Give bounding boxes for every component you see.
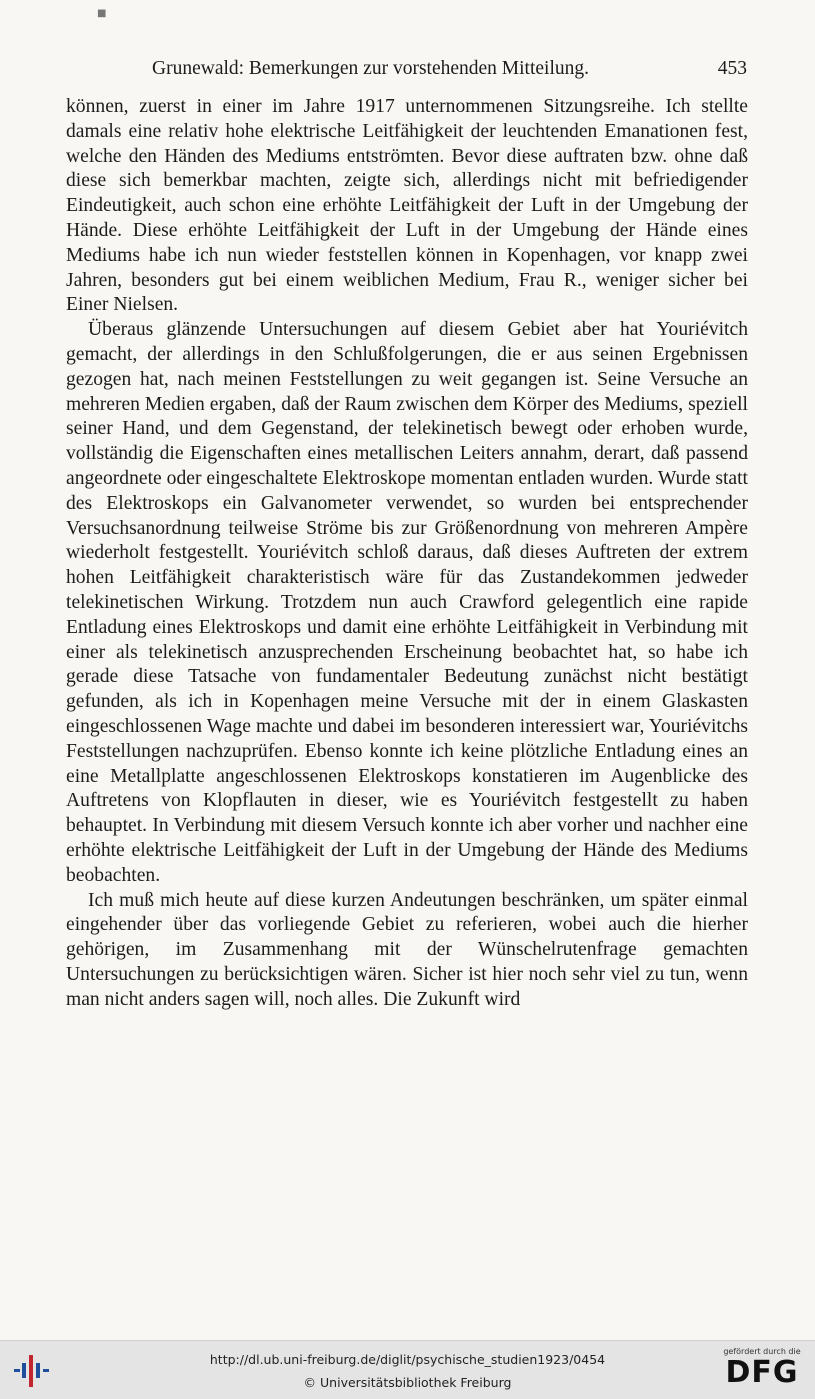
paragraph-2: Überaus glänzende Untersuchungen auf diesem Gebiet aber hat Youriévitch gemacht, der allerdings in den Schlußfolgerungen, die er aus seinen Ergebnissen gezogen hat, nach meinen Feststellungen zu weit gegangen ist. Seine Versuche an mehreren Medien ergaben, daß der Raum zwischen dem Körper des Mediums, speziell seiner Hand, und dem Gegenstand, der telekinetisch bewegt oder erhoben wurde, vollständig die Eigenschaften eines metallischen Leiters annahm, derart, daß passend angeordnete oder eingeschaltete Elektroskope momentan entladen wurden. Wurde statt des Elektroskops ein Galvanometer verwendet, so wurden bei entsprechender Versuchsanordnung teilweise Ströme bis zur Größenordnung von mehreren Ampère wiederholt festgestellt. Youriévitch schloß daraus, daß dieses Auftreten der extrem hohen Leitfähigkeit charakteristisch wäre für das Zustandekommen jedweder telekinetischen Wirkung. Trotzdem nun auch Crawford gelegentlich eine rapide Entladung eines Elektroskops und damit eine erhöhte Leitfähigkeit in Verbindung mit einer als telekinetisch anzusprechenden Erscheinung beobachtet hat, so habe ich gerade diese Tatsache von fundamentaler Bedeutung zunächst nicht bestätigt gefunden, als ich in Kopenhagen meine Versuche mit der in einem Glaskasten eingeschlossenen Wage machte und dabei im besonderen interessiert war, Youriévitchs Feststellungen nachzuprüfen. Ebenso konnte ich keine plötzliche Entladung eines an eine Metallplatte angeschlossenen Elektroskops konstatieren im Augenblicke des Auftretens von Klopflauten in dieser, wie es Youriévitch festgestellt zu haben behauptet. In Verbindung mit diesem Versuch konnte ich aber vorher und nachher eine erhöhte elektrische Leitfähigkeit der Luft in der Umgebung der Hände des Mediums beobachten. (66, 319, 748, 886)
permalink-url[interactable]: http://dl.ub.uni-freiburg.de/diglit/psychische_studien1923/0454 (209, 1352, 606, 1367)
body-text (66, 95, 748, 1012)
header-title: Grunewald: Bemerkungen zur vorstehenden Mitteilung. (152, 58, 590, 79)
running-header (67, 58, 747, 88)
viewer-footer (0, 1340, 815, 1399)
dfg-logo-text: DFG (725, 1355, 799, 1390)
scan-mark: ■ (97, 8, 107, 19)
dfg-logo (719, 1347, 805, 1393)
copyright-text: © Universitätsbibliothek Freiburg (303, 1375, 512, 1390)
paragraph-3: Ich muß mich heute auf diese kurzen Andeutungen beschränken, um später einmal eingehender über das vorliegende Gebiet zu referieren, wobei auch die hierher gehörigen, im Zusammenhang mit der Wünschelrutenfrage gemachten Untersuchungen zu berücksichtigen wären. Sicher ist hier noch sehr viel zu tun, wenn man nicht anders sagen will, noch alles. Die Zukunft wird (66, 889, 748, 1010)
paragraph-1: können, zuerst in einer im Jahre 1917 unternommenen Sitzungsreihe. Ich stellte damals eine relativ hohe elektrische Leitfähigkeit der leuchtenden Emanationen fest, welche den Händen des Mediums entströmten. Bevor diese auftraten bzw. ohne daß diese sich bemerkbar machten, zeigte sich, allerdings nicht mit befriedigender Eindeutigkeit, auch schon eine erhöhte Leitfähigkeit der Luft in der Umgebung der Hände. Diese erhöhte Leitfähigkeit der Luft in der Umgebung der Hände eines Mediums habe ich nun wieder feststellen können in Kopenhagen, vor knapp zwei Jahren, besonders gut bei einem weiblichen Medium, Frau R., weniger sicher bei Einer Nielsen. (66, 96, 748, 316)
page-number: 453 (717, 58, 747, 79)
dfg-funded-label: gefördert durch die (723, 1347, 801, 1356)
